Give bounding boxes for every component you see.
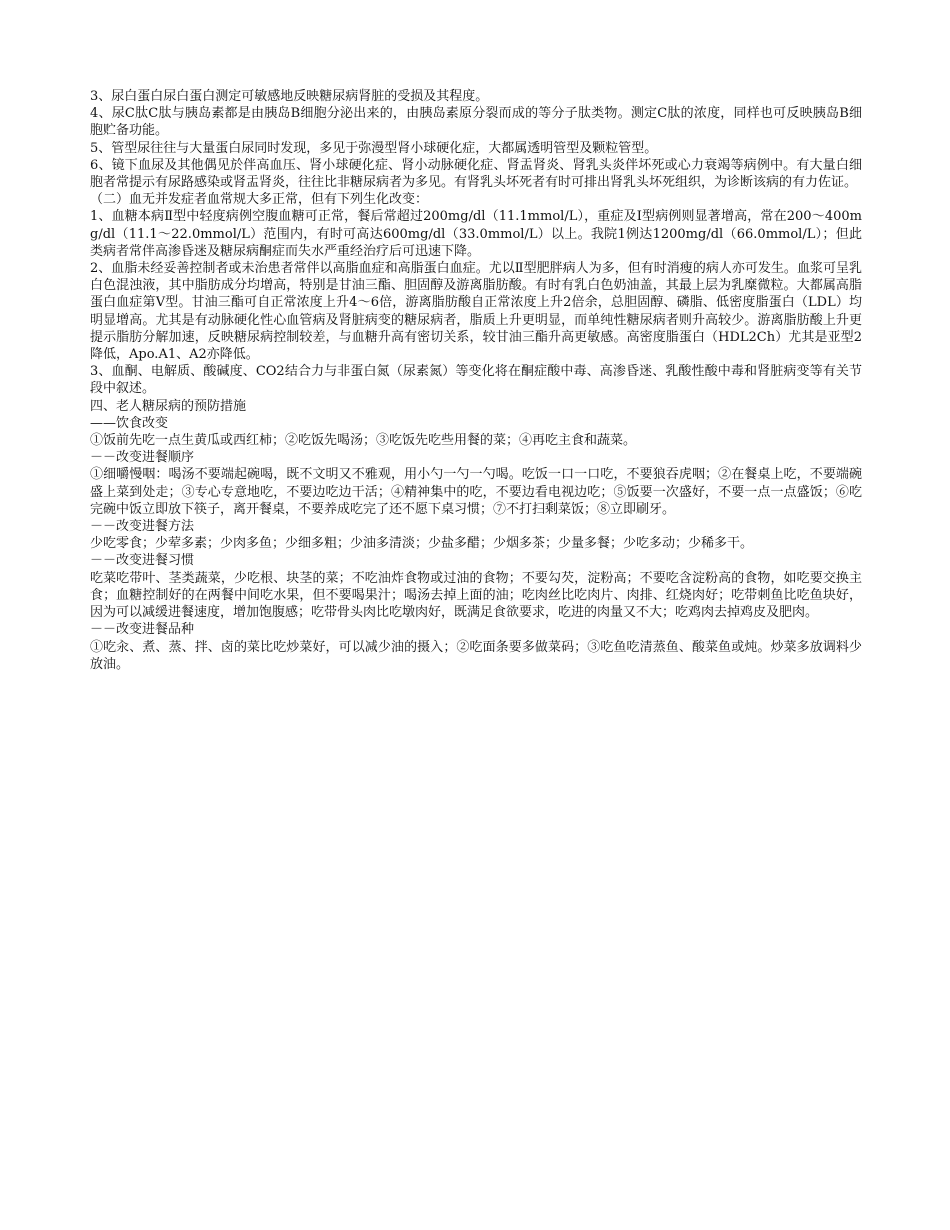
subheading-meal-order: －－改变进餐顺序 <box>90 450 195 466</box>
paragraph-cast-urine: 5、管型尿往往与大量蛋白尿同时发现，多见于弥漫型肾小球硬化症，大都属透明管型及颗粒管型。 <box>90 140 658 156</box>
subheading-meal-method: －－改变进餐方法 <box>90 519 195 535</box>
paragraph-meal-order: ①细嚼慢咽：喝汤不要端起碗喝，既不文明又不雅观，用小勺一勺一勺喝。吃饭一口一口吃，不要狼吞虎咽；②在餐桌上吃，不要端碗盛上菜到处走；③专心专意地吃，不要边吃边干活；④精神集中的吃，不要边看电视边吃；⑤饭要一次盛好，不要一点一点盛饭；⑥吃完碗中饭立即放下筷子，离开餐桌，不要养成吃完了还不愿下桌习惯；⑦不打扫剩菜饭；⑧立即刷牙。 <box>90 467 862 517</box>
paragraph-blood-lipids: 2、血脂未经妥善控制者或未治患者常伴以高脂血症和高脂蛋白血症。尤以Ⅱ型肥胖病人为多，但有时消瘦的病人亦可发生。血浆可呈乳白色混浊液，其中脂肪成分均增高，特别是甘油三酯、胆固醇及游离脂肪酸。有时有乳白色奶油盖，其最上层为乳糜微粒。大都属高脂蛋白血症第Ⅴ型。甘油三酯可自正常浓度上升4～6倍，游离脂肪酸自正常浓度上升2倍余，总胆固醇、磷脂、低密度脂蛋白（LDL）均明显增高。尤其是有动脉硬化性心血管病及肾脏病变的糖尿病者，脂质上升更明显，而单纯性糖尿病者则升高较少。游离脂肪酸上升更提示脂肪分解加速，反映糖尿病控制较差，与血糖升高有密切关系，较甘油三酯升高更敏感。高密度脂蛋白（HDL2Ch）尤其是亚型2降低，Apo.A1、A2亦降低。 <box>90 261 862 363</box>
paragraph-meal-method: 少吃零食；少荤多素；少肉多鱼；少细多粗；少油多清淡；少盐多醋；少烟多茶；少量多餐；少吃多动；少稀多干。 <box>90 536 754 552</box>
document-body <box>90 88 862 673</box>
section-heading-prevention: 四、老人糖尿病的预防措施 <box>90 398 247 414</box>
paragraph-diet-change: ①饭前先吃一点生黄瓜或西红柿；②吃饭先喝汤；③吃饭先吃些用餐的菜；④再吃主食和蔬菜。 <box>90 433 637 449</box>
paragraph-hematuria: 6、镜下血尿及其他偶见於伴高血压、肾小球硬化症、肾小动脉硬化症、肾盂肾炎、肾乳头炎伴坏死或心力衰竭等病例中。有大量白细胞者常提示有尿路感染或肾盂肾炎，往往比非糖尿病者为多见。有肾乳头坏死者有时可排出肾乳头坏死组织，为诊断该病的有力佐证。 <box>90 157 862 191</box>
paragraph-urine-c-peptide: 4、尿C肽C肽与胰岛素都是由胰岛B细胞分泌出来的，由胰岛素原分裂而成的等分子肽类物。测定C肽的浓度，同样也可反映胰岛B细胞贮备功能。 <box>90 106 862 139</box>
paragraph-urine-albumin: 3、尿白蛋白尿白蛋白测定可敏感地反映糖尿病肾脏的受损及其程度。 <box>90 89 489 104</box>
subheading-meal-habits: －－改变进餐习惯 <box>90 553 195 569</box>
paragraph-blood-glucose: 1、血糖本病Ⅱ型中轻度病例空腹血糖可正常，餐后常超过200mg/dl（11.1mmol/L），重症及Ⅰ型病例则显著增高，常在200～400mg/dl（11.1～22.0mmol/L）范围内，有时可高达600mg/dl（33.0mmol/L）以上。我院1例达1200mg/dl（66.0mmol/L）；但此类病者常伴高渗昏迷及糖尿病酮症而失水严重经治疗后可迅速下降。 <box>90 209 862 259</box>
paragraph-meal-habits: 吃菜吃带叶、茎类蔬菜，少吃根、块茎的菜；不吃油炸食物或过油的食物；不要勾芡，淀粉高；不要吃含淀粉高的食物，如吃要交换主食；血糖控制好的在两餐中间吃水果，但不要喝果汁；喝汤去掉上面的油；吃肉丝比吃肉片、肉排、红烧肉好；吃带刺鱼比吃鱼块好，因为可以减缓进餐速度，增加饱腹感；吃带骨头肉比吃墩肉好，既满足食欲要求，吃进的肉量又不大；吃鸡肉去掉鸡皮及肥肉。 <box>90 570 862 621</box>
subheading-meal-variety: －－改变进餐品种 <box>90 622 195 638</box>
subheading-diet-change: ——饮食改变 <box>90 415 169 431</box>
paragraph-meal-variety: ①吃汆、煮、蒸、拌、卤的菜比吃炒菜好，可以减少油的摄入；②吃面条要多做菜码；③吃鱼吃清蒸鱼、酸菜鱼或炖。炒菜多放调料少放油。 <box>90 639 862 672</box>
section-heading-blood: （二）血无并发症者血常规大多正常，但有下列生化改变： <box>90 192 429 208</box>
paragraph-electrolytes: 3、血酮、电解质、酸碱度、CO2结合力与非蛋白氮（尿素氮）等变化将在酮症酸中毒、高渗昏迷、乳酸性酸中毒和肾脏病变等有关节段中叙述。 <box>90 364 862 397</box>
